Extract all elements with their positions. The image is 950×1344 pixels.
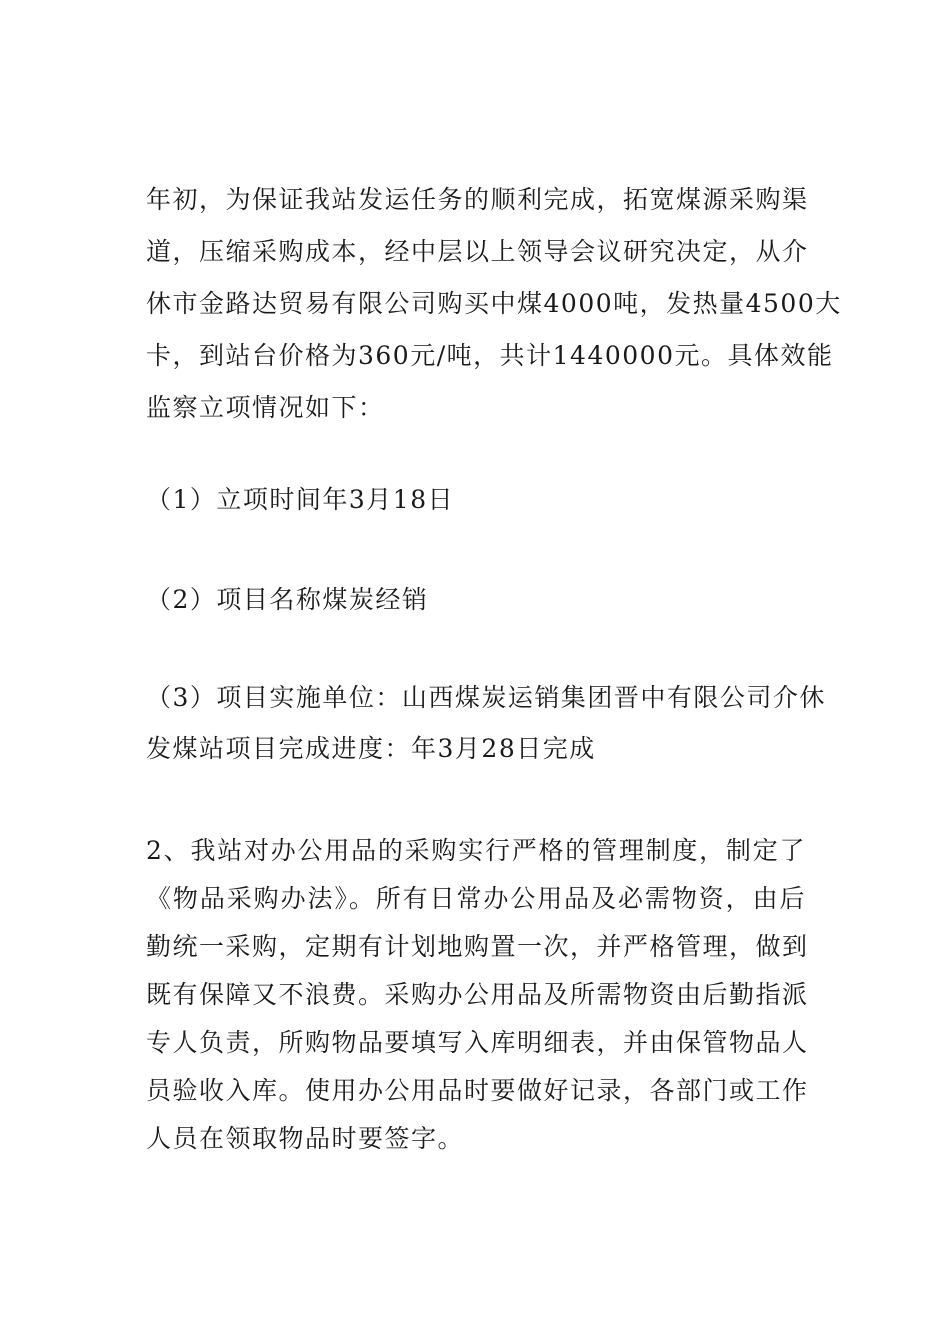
text-line: 员验收入库。使用办公用品时要做好记录，各部门或工作 bbox=[146, 1076, 809, 1105]
text-line: 勤统一采购，定期有计划地购置一次，并严格管理，做到 bbox=[146, 932, 809, 961]
text-line: 年初，为保证我站发运任务的顺利完成，拓宽煤源采购渠 bbox=[146, 185, 809, 214]
text-line: 卡，到站台价格为360元/吨，共计1440000元。具体效能 bbox=[146, 341, 834, 370]
text-line: 人员在领取物品时要签字。 bbox=[146, 1124, 465, 1153]
text-line: 监察立项情况如下： bbox=[146, 393, 385, 422]
text-line: （1）立项时间年3月18日 bbox=[146, 485, 455, 514]
text-line: 休市金路达贸易有限公司购买中煤4000吨，发热量4500大 bbox=[146, 289, 842, 318]
text-line: 道，压缩采购成本，经中层以上领导会议研究决定，从介 bbox=[146, 237, 809, 266]
text-line: （3）项目实施单位：山西煤炭运销集团晋中有限公司介休 bbox=[146, 683, 826, 712]
text-line: 《物品采购办法》。所有日常办公用品及必需物资，由后 bbox=[146, 884, 806, 913]
text-line: 2、我站对办公用品的采购实行严格的管理制度，制定了 bbox=[146, 836, 806, 865]
text-line: 既有保障又不浪费。采购办公用品及所需物资由后勤指派 bbox=[146, 980, 809, 1009]
text-line: 专人负责，所购物品要填写入库明细表，并由保管物品人 bbox=[146, 1028, 809, 1057]
text-line: 发煤站项目完成进度：年3月28日完成 bbox=[146, 734, 596, 763]
text-line: （2）项目名称煤炭经销 bbox=[146, 585, 429, 614]
